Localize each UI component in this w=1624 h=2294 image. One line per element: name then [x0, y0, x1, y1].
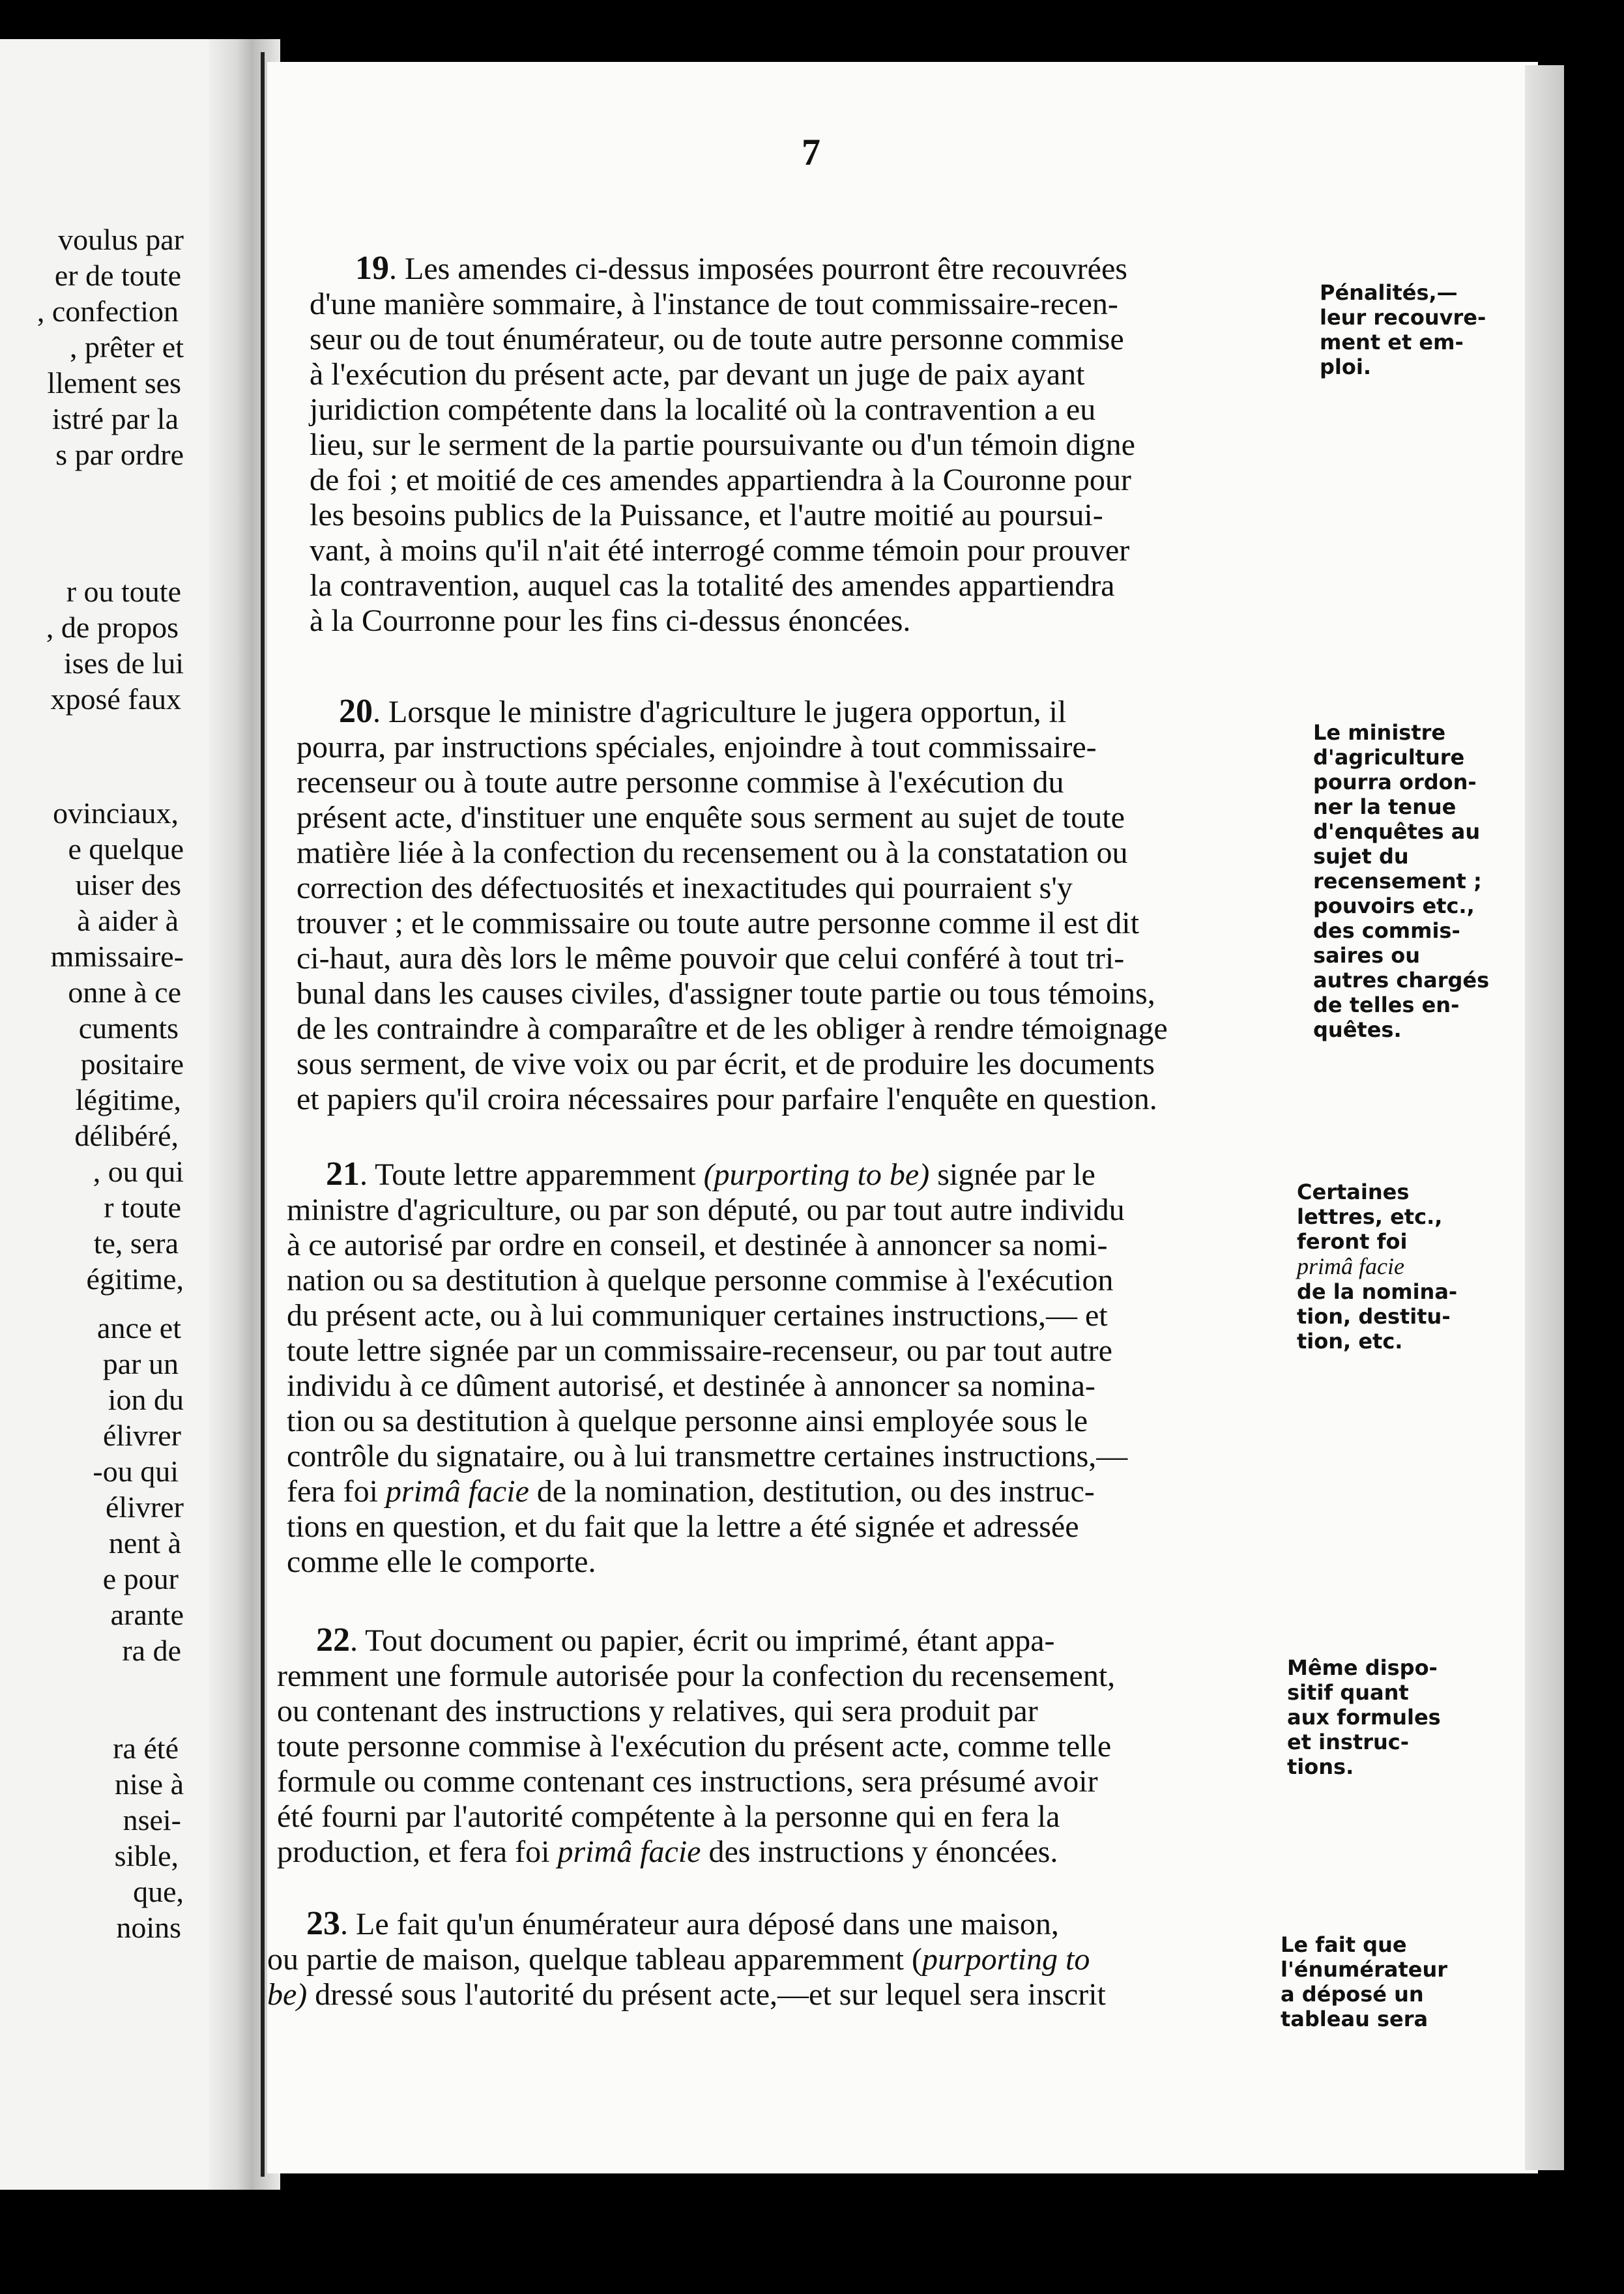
facing-page-text-fragment: égitime,	[86, 1262, 184, 1296]
text-line: du présent acte, ou à lui communiquer certaines instructions,— et	[287, 1298, 1108, 1333]
text-line: toute lettre signée par un commissaire-recenseur, ou par tout autre	[287, 1333, 1112, 1368]
text-line: remment une formule autorisée pour la confection du recensement,	[277, 1659, 1116, 1693]
section-21: 21. Toute lettre apparemment (purporting to be) signée par le ministre d'agriculture, ou par son député, ou par tout autre individu à ce autorisé par ordre en conseil, et destinée à annoncer sa nomi- nation ou sa destitution à quelque personne commise à l'exécution du présent acte, ou à lui communiquer certaines instructions,— et toute lettre signée par un commissaire-recenseur, ou par tout autre individu à ce dûment autorisé, et destinée à annoncer sa nomina- tion ou sa destitution à quelque personne ainsi employée sous le contrôle du signataire, ou à lui transmettre certaines instructions,— fera foi primâ facie de la nomination, destitution, ou des instruc- tions en question, et du fait que la lettre a été signée et adressée comme elle le comporte.	[287, 1157, 1303, 1580]
text-line: la contravention, auquel cas la totalité des amendes appartiendra	[310, 568, 1115, 603]
text-line: de foi ; et moitié de ces amendes appartiendra à la Couronne pour	[310, 463, 1131, 497]
page-number: 7	[802, 131, 820, 173]
facing-page-text-fragment: xposé faux	[50, 682, 181, 716]
text-line: à la Courronne pour les fins ci-dessus énoncées.	[310, 603, 911, 638]
text-line: individu à ce dûment autorisé, et destinée à annoncer sa nomina-	[287, 1369, 1095, 1403]
text-line: bunal dans les causes civiles, d'assigner toute partie ou tous témoins,	[297, 976, 1155, 1011]
facing-page-text-fragment: e quelque	[68, 832, 184, 865]
section-number: 22	[316, 1621, 350, 1659]
text-line: matière liée à la confection du recensement ou à la constatation ou	[297, 835, 1128, 870]
page-edge-shadow	[1525, 65, 1564, 2170]
facing-page-text-fragment: llement ses	[47, 366, 181, 399]
facing-page-text-fragment: -ou qui	[93, 1455, 179, 1488]
text-line: vant, à moins qu'il n'ait été interrogé comme témoin pour prouver	[310, 533, 1130, 568]
margin-note-19: Pénalités,— leur recouvre- ment et em- ploi.	[1320, 280, 1486, 379]
text-line: lieu, sur le serment de la partie poursuivante ou d'un témoin digne	[310, 428, 1135, 462]
text-line: correction des défectuosités et inexactitudes qui pourraient s'y	[297, 871, 1073, 905]
margin-note-23: Le fait que l'énumérateur a déposé un tableau sera	[1281, 1932, 1448, 2031]
facing-page-text-fragment: , confection	[36, 295, 179, 328]
facing-page-text-fragment: nsei-	[123, 1803, 181, 1837]
facing-page-text-fragment: arante	[110, 1598, 184, 1631]
facing-page-text-fragment: positaire	[80, 1047, 184, 1081]
text-line: ci-haut, aura dès lors le même pouvoir que celui conféré à tout tri-	[297, 941, 1125, 976]
section-number: 23	[306, 1905, 340, 1942]
text-line: les besoins publics de la Puissance, et l'autre moitié au poursui-	[310, 498, 1103, 532]
section-20	[297, 694, 1313, 1117]
facing-page-text-fragment: que,	[133, 1875, 184, 1908]
text-line: seur ou de tout énumérateur, ou de toute autre personne commise	[310, 322, 1124, 356]
margin-note-20: Le ministre d'agriculture pourra ordon- ner la tenue d'enquêtes au sujet du recensement ; pouvoirs etc., des commis- saires ou autres chargés de telles en- quêtes.	[1313, 720, 1490, 1042]
facing-page-text-fragment: istré par la	[51, 402, 179, 435]
text-line: recenseur ou à toute autre personne commise à l'exécution du	[297, 765, 1064, 800]
margin-note-22: Même dispo- sitif quant aux formules et instruc- tions.	[1287, 1655, 1441, 1779]
text-line: formule ou comme contenant ces instructions, sera présumé avoir	[277, 1764, 1098, 1799]
text-line: tions en question, et du fait que la lettre a été signée et adressée	[287, 1509, 1079, 1544]
facing-page-text-fragment: nise à	[114, 1767, 184, 1801]
facing-page-text-fragment: élivrer	[105, 1490, 184, 1524]
text-line: et papiers qu'il croira nécessaires pour parfaire l'enquête en question.	[297, 1082, 1157, 1116]
section-23: 23. Le fait qu'un énumérateur aura déposé dans une maison, ou partie de maison, quelque tableau apparemment (purporting to be) dressé sous l'autorité du présent acte,—et sur lequel sera inscrit	[267, 1905, 1106, 2012]
facing-page-text-fragment: ises de lui	[64, 646, 184, 680]
facing-page-text-fragment: ance et	[97, 1311, 181, 1344]
text-line: d'une manière sommaire, à l'instance de tout commissaire-recen-	[310, 287, 1118, 321]
text-line: juridiction compétente dans la localité où la contravention a eu	[310, 392, 1096, 427]
text-line: nation ou sa destitution à quelque personne commise à l'exécution	[287, 1263, 1114, 1298]
margin-note-21: Certaines lettres, etc., feront foi primâ facie de la nomina- tion, destitu- tion, etc.	[1297, 1180, 1458, 1354]
facing-page-text-fragment: nent à	[108, 1526, 181, 1560]
text-line: de les contraindre à comparaître et de les obliger à rendre témoignage	[297, 1011, 1168, 1046]
facing-page-text-fragment: ion du	[108, 1383, 184, 1416]
section-number: 20	[339, 693, 373, 730]
facing-page-text-fragment: ovinciaux,	[53, 796, 179, 830]
facing-page-text-fragment: r toute	[104, 1191, 181, 1224]
text-line: toute personne commise à l'exécution du présent acte, comme telle	[277, 1729, 1112, 1764]
facing-page-text-fragment: ra de	[122, 1634, 181, 1667]
facing-page-text-fragment: te, sera	[93, 1227, 179, 1260]
section-19	[310, 251, 1313, 639]
facing-page-text-fragment: , de propos	[46, 611, 179, 644]
facing-page-text-fragment: r ou toute	[66, 575, 181, 608]
facing-page-text-fragment: uiser des	[75, 868, 181, 901]
facing-page-text-fragment: mmissaire-	[50, 940, 184, 973]
text-line: été fourni par l'autorité compétente à la personne qui en fera la	[277, 1799, 1060, 1834]
section-number: 21	[326, 1155, 360, 1193]
binding-edge	[261, 52, 265, 2177]
text-line: pourra, par instructions spéciales, enjoindre à tout commissaire-	[297, 730, 1097, 764]
facing-page-text-fragment: cuments	[78, 1011, 179, 1045]
facing-page-text-fragment: er de toute	[54, 259, 181, 292]
facing-page-text-fragment: à aider à	[77, 904, 179, 937]
section-number: 19	[355, 250, 389, 287]
text-line: ministre d'agriculture, ou par son député, ou par tout autre individu	[287, 1193, 1125, 1227]
facing-page-text-fragment: ra été	[113, 1732, 179, 1765]
facing-page-text-fragment: e pour	[102, 1562, 179, 1595]
facing-page-text-fragment: onne à ce	[68, 976, 181, 1009]
facing-page-text-fragment: voulus par	[58, 223, 184, 256]
text-line: tion ou sa destitution à quelque personne ainsi employée sous le	[287, 1404, 1088, 1438]
section-22: 22. Tout document ou papier, écrit ou imprimé, étant appa- remment une formule autorisée pour la confection du recensement, ou contenant des instructions y relatives, qui sera produit par toute personne commise à l'exécution du présent acte, comme telle formule ou comme contenant ces instructions, sera présumé avoir été fourni par l'autorité compétente à la personne qui en fera la production, et fera foi primâ facie des instructions y énoncées.	[277, 1623, 1284, 1870]
facing-page-text-fragment: par un	[102, 1347, 179, 1380]
text-line: à l'exécution du présent acte, par devant un juge de paix ayant	[310, 357, 1085, 392]
facing-page-text-fragment: s par ordre	[55, 438, 184, 471]
facing-page-text-fragment: légitime,	[75, 1083, 181, 1116]
text-line: . Lorsque le ministre d'agriculture le jugera opportun, il	[373, 695, 1067, 729]
facing-page-text-fragment: , prêter et	[70, 330, 184, 364]
text-line: ou contenant des instructions y relatives, qui sera produit par	[277, 1694, 1038, 1728]
text-line: sous serment, de vive voix ou par écrit, et de produire les documents	[297, 1047, 1155, 1081]
text-line: contrôle du signataire, ou à lui transmettre certaines instructions,—	[287, 1439, 1128, 1474]
facing-page-text-fragment: délibéré,	[74, 1119, 179, 1152]
text-line: trouver ; et le commissaire ou toute autre personne comme il est dit	[297, 906, 1139, 940]
facing-page-text-fragment: noins	[116, 1911, 181, 1944]
facing-page-text-fragment: , ou qui	[93, 1155, 184, 1188]
facing-page-text-fragment: élivrer	[102, 1419, 181, 1452]
text-line: à ce autorisé par ordre en conseil, et destinée à annoncer sa nomi-	[287, 1228, 1108, 1262]
text-line: présent acte, d'instituer une enquête sous serment au sujet de toute	[297, 800, 1125, 835]
facing-page-text-fragment: sible,	[114, 1839, 179, 1872]
text-line: comme elle le comporte.	[287, 1545, 596, 1579]
text-line: . Les amendes ci-dessus imposées pourront être recouvrées	[389, 252, 1127, 286]
